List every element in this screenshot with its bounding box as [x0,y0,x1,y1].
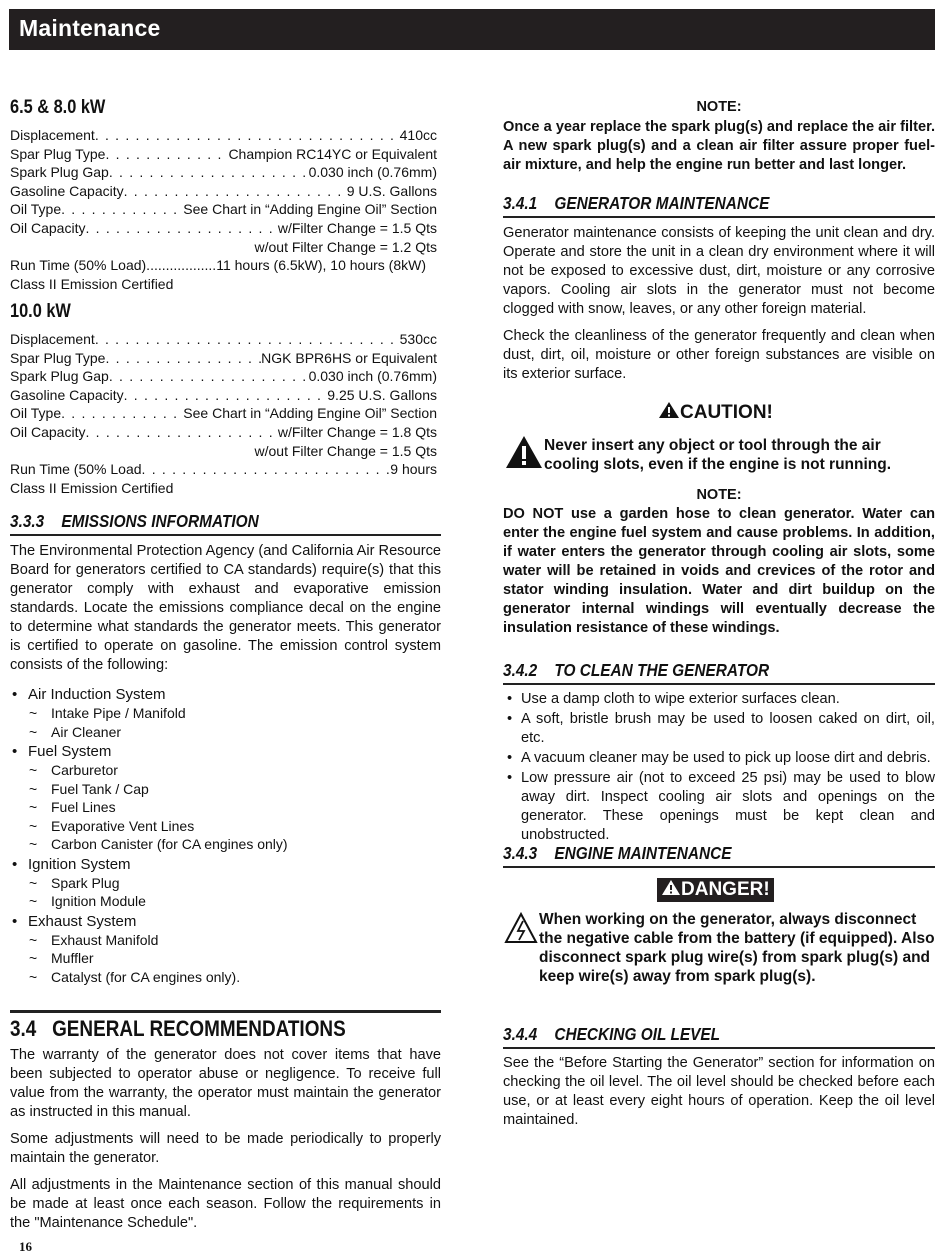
emission-component-item: ~ Fuel Lines [10,798,441,817]
clean-generator-list [503,690,935,846]
cleaning-tip-item: • Use a damp cloth to wipe exterior surfaces clean. [503,690,935,709]
spec-leader-dots [85,219,277,238]
spec-label: Spar Plug Type [10,349,106,366]
general-p3: All adjustments in the Maintenance section of this manual should be made at least once each season. Follow the requirements in the "Maintenance Schedule". [10,1177,441,1231]
spec-value: NGK BPR6HS or Equivalent [261,349,437,366]
emissions-body: The Environmental Protection Agency (and California Air Resource Board for generators certified to CA standards) require(s) that this generator comply with exhaust and evaporative emission standards. Locate the emissions compliance decal on the engine to determine what standards the generator meets. This generator is certified to operate on gasoline. The emission control system consists of the following: [10,543,441,673]
spec-label: Spar Plug Type [10,145,106,162]
cleaning-tip-item: • A soft, bristle brush may be used to loosen caked on dirt, oil, etc. [503,710,935,748]
emission-system-item: • Exhaust System [10,912,441,931]
warning-triangle-icon [658,401,680,419]
spec-value: 9 U.S. Gallons [346,182,437,199]
emission-system-item: • Air Induction System [10,685,441,704]
spec-table-100 [10,330,437,497]
page-number: 16 [19,1239,32,1254]
spec-leader-dots [105,349,261,368]
warning-triangle-icon [661,879,681,896]
caution-large-warning-icon [505,435,543,469]
spec-row [10,349,437,368]
spec-label: Oil Capacity [10,219,86,236]
spec-label: Gasoline Capacity [10,182,124,199]
emission-component-item: ~ Fuel Tank / Cap [10,780,441,799]
spec-leader-dots [142,460,391,479]
spec-value: 530cc [399,331,437,347]
spec-leader-dots [124,182,347,201]
spec-leader-dots [95,126,400,145]
spec-row [10,182,437,201]
spec-label: Oil Type [10,201,62,218]
spec-value: 410cc [399,127,437,143]
spec-leader-dots [124,386,328,405]
emissions-heading: 3.3.3 EMISSIONS INFORMATION [10,511,441,536]
emission-component-item: ~ Catalyst (for CA engines only). [10,968,441,987]
emission-systems-list [10,684,441,986]
note1-title: NOTE: [696,99,742,115]
general-p2: Some adjustments will need to be made periodically to properly maintain the generator. [10,1131,441,1166]
clean-generator-heading: 3.4.2 TO CLEAN THE GENERATOR [503,660,935,685]
emission-certified: Class II Emission Certified [10,479,174,496]
spec-value: See Chart in “Adding Engine Oil” Section [183,201,437,218]
run-time-row [10,460,437,479]
spec-value: 9 hours [390,461,437,478]
oil-capacity-no-filter [10,442,437,461]
page-header-bar [9,9,935,50]
spec-value: w/out Filter Change = 1.5 Qts [254,442,437,459]
cleaning-tip-item: • A vacuum cleaner may be used to pick up loose dirt and debris. [503,749,935,768]
generator-maintenance-p2: Check the cleanliness of the generator frequently and clean when dust, dirt, oil, moisture or other foreign substances are visible on its exterior surface. [503,328,935,382]
spec-label: Gasoline Capacity [10,386,124,403]
caution-body: Never insert any object or tool through the air cooling slots, even if the engine is not running. [544,437,892,473]
emission-component-item: ~ Intake Pipe / Manifold [10,704,441,723]
checking-oil-level-body: See the “Before Starting the Generator” section for information on checking the oil level. The oil level should be checked before each use, or at least every eight hours of operation. Keep the oil level maintained. [503,1055,935,1128]
spec-value: Champion RC14YC or Equivalent [228,145,437,162]
emission-certified: Class II Emission Certified [10,275,174,292]
spec-row [10,423,437,442]
spec-row [10,163,437,182]
emission-system-item: • Fuel System [10,742,441,761]
spec-row [10,145,437,164]
spec-value: 0.030 inch (0.76mm) [308,164,437,181]
spec-label: Displacement [10,127,95,143]
spec-leader-dots [85,423,277,442]
spec-leader-dots [109,163,309,182]
emission-component-item: ~ Spark Plug [10,874,441,893]
spec-row [10,219,437,238]
spec-value: w/Filter Change = 1.8 Qts [277,423,437,440]
spec-value: 9.25 U.S. Gallons [327,386,437,403]
spec-row [10,330,437,349]
note2-title: NOTE: [696,487,742,503]
spec-value: See Chart in “Adding Engine Oil” Section [183,405,437,422]
spec-value: 0.030 inch (0.76mm) [308,368,437,385]
page-header-title: Maintenance [19,15,161,41]
caution-heading: CAUTION! [658,401,773,424]
spec-row [10,367,437,386]
spec-label: Oil Type [10,405,62,422]
spec-title-100: 10.0 kW [10,301,71,322]
oil-capacity-no-filter [10,238,437,257]
spec-row [10,126,437,145]
emission-component-item: ~ Muffler [10,949,441,968]
emission-component-item: ~ Evaporative Vent Lines [10,817,441,836]
spec-leader-dots [95,330,400,349]
electric-shock-warning-icon [504,912,538,944]
spec-label: Spark Plug Gap [10,368,109,385]
note1-body: Once a year replace the spark plug(s) and replace the air filter. A new spark plug(s) and a clean air filter assure proper fuel-air mixture, and help the engine run better and last longer. [503,119,935,173]
spec-table-65-80 [10,126,437,293]
emission-component-item: ~ Carburetor [10,761,441,780]
run-time-row: Run Time (50% Load)..................11 hours (6.5kW), 10 hours (8kW) [10,257,427,274]
spec-label: Oil Capacity [10,423,86,440]
cleaning-tip-item: • Low pressure air (not to exceed 25 psi) may be used to blow away dirt. Inspect cooling air slots and openings on the generator. These openings must be kept clean and unobstructed. [503,769,935,845]
spec-label: Spark Plug Gap [10,164,109,181]
general-recommendations-heading: 3.4 GENERAL RECOMMENDATIONS [10,1010,441,1042]
emission-component-item: ~ Air Cleaner [10,723,441,742]
spec-leader-dots [109,367,309,386]
spec-row [10,404,437,423]
spec-leader-dots [105,145,228,164]
emission-component-item: ~ Ignition Module [10,892,441,911]
engine-maintenance-heading: 3.4.3 ENGINE MAINTENANCE [503,843,935,868]
note2-body: DO NOT use a garden hose to clean generator. Water can enter the engine fuel system and cause problems. In addition, if water enters the generator through cooling air slots, some water will be retained in voids and crevices of the rotor and stator winding insulation. Water and dirt buildup on the generator internal windings will eventually decrease the insulation resistance of these windings. [503,506,935,636]
spec-label: Displacement [10,331,95,347]
spec-value: w/out Filter Change = 1.2 Qts [254,238,437,255]
danger-body: When working on the generator, always disconnect the negative cable from the battery (if equipped). Also disconnect spark plug wire(s) from spark plug(s) and keep wire(s) away from spark plug(s). [539,911,935,985]
spec-leader-dots [61,404,183,423]
checking-oil-level-heading: 3.4.4 CHECKING OIL LEVEL [503,1024,935,1049]
generator-maintenance-heading: 3.4.1 GENERATOR MAINTENANCE [503,193,935,218]
spec-title-65-80: 6.5 & 8.0 kW [10,97,106,118]
generator-maintenance-p1: Generator maintenance consists of keeping the unit clean and dry. Operate and store the unit in a clean dry environment where it will not be exposed to excessive dust, dirt, moisture or any corrosive vapors. Cooling air slots in the generator must not become clogged with snow, leaves, or any other foreign material. [503,225,935,317]
emission-system-item: • Ignition System [10,855,441,874]
spec-row [10,200,437,219]
spec-leader-dots [61,200,183,219]
emission-component-item: ~ Exhaust Manifold [10,931,441,950]
spec-value: w/Filter Change = 1.5 Qts [277,219,437,236]
spec-label: Run Time (50% Load [10,461,142,478]
spec-row [10,386,437,405]
danger-label: DANGER! [657,878,774,902]
general-p1: The warranty of the generator does not cover items that have been subjected to operator abuse or negligence. To receive full value from the warranty, the operator must maintain the generator as instructed in this manual. [10,1047,441,1120]
emission-component-item: ~ Carbon Canister (for CA engines only) [10,835,441,854]
